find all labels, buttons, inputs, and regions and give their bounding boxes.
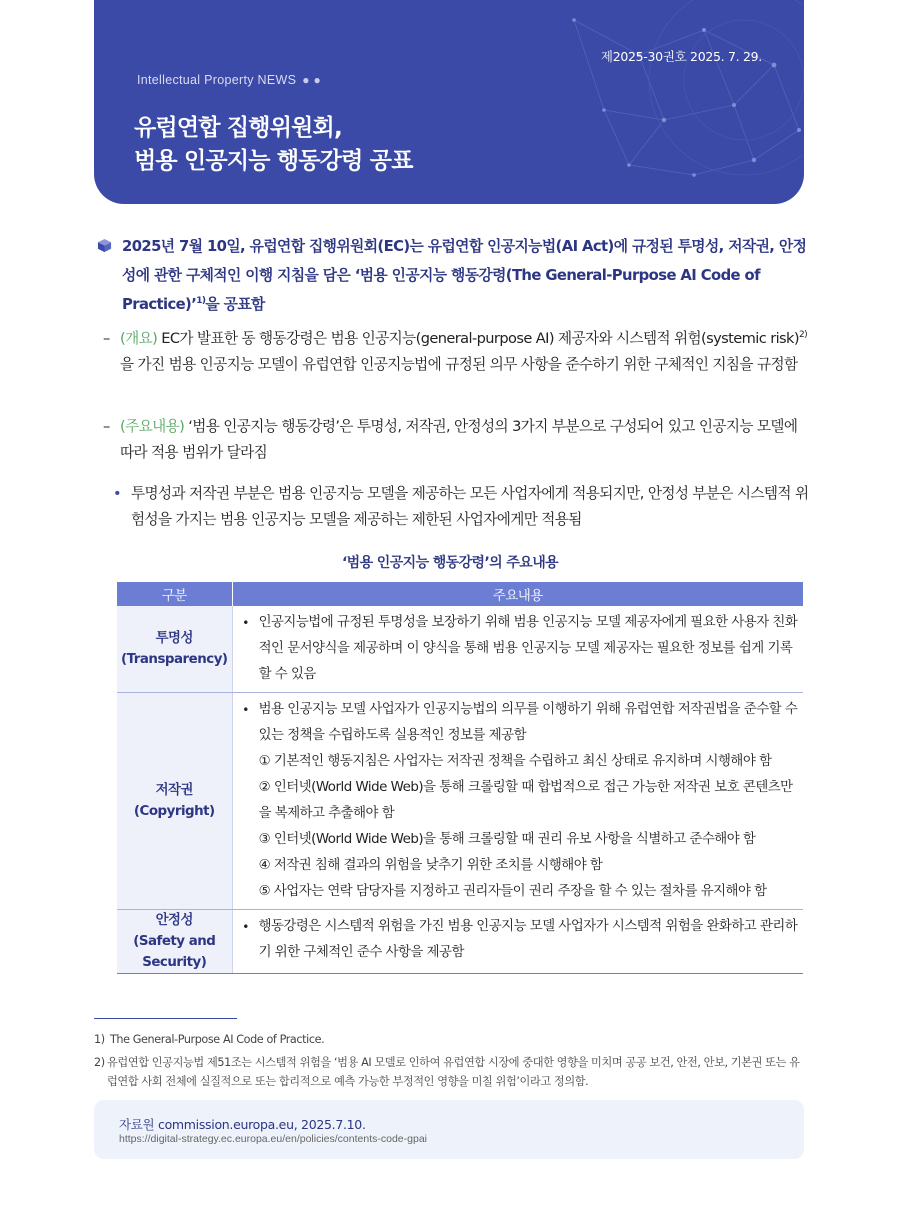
- page-title: [134, 112, 413, 178]
- overview-point: [103, 326, 809, 378]
- sub-item: ② 인터넷(World Wide Web)을 통해 크롤링할 때 합법적으로 접근 가능한 저작권 보호 콘텐츠만을 복제하고 추출해야 함: [258, 780, 793, 821]
- series-dots: ●●: [302, 73, 325, 87]
- dash-mark: –: [103, 330, 110, 347]
- header-banner: [94, 0, 804, 204]
- lead-text: 2025년 7월 10일, 유럽연합 집행위원회(EC)는 유럽연합 인공지능법(AI Act)에 규정된 투명성, 저작권, 안정성에 관한 구체적인 이행 지침을 담은 ‘범용 인공지능 행동강령(The General-Purpose AI Code of Practice)’: [122, 238, 807, 313]
- content-cell: [232, 910, 803, 974]
- sub-item: ③ 인터넷(World Wide Web)을 통해 크롤링할 때 권리 유보 사항을 식별하고 준수해야 함: [258, 832, 756, 847]
- footnote-text: 유럽연합 인공지능법 제51조는 시스템적 위험을 ‘범용 AI 모델로 인하여 유럽연합 시장에 중대한 영향을 미치며 공공 보건, 안전, 안보, 기본권 또는 유럽연합 사회 전체에 실질적으로 또는 합리적으로 예측 가능한 부정적인 영향을 미칠 위험’이라고 정의함.: [107, 1056, 800, 1088]
- table-header-row: [117, 582, 803, 606]
- scope-bullet: [113, 481, 809, 533]
- lead-tail: 을 공표함: [205, 296, 265, 313]
- table-row-safety: [117, 910, 803, 974]
- category-english: (Transparency): [121, 652, 228, 667]
- source-url-link[interactable]: https://digital-strategy.ec.europa.eu/en/policies/contents-code-gpai: [119, 1133, 427, 1145]
- overview-text-b: 을 가진 범용 인공지능 모델이 유럽연합 인공지능법에 규정된 의무 사항을 준수하기 위한 구체적인 지침을 규정함: [120, 356, 798, 373]
- overview-tag: (개요): [120, 330, 158, 347]
- category-name: 안정성: [155, 913, 193, 928]
- category-english: (Safety and: [133, 934, 216, 949]
- content-cell: [232, 606, 803, 693]
- footnote-ref-1[interactable]: 1): [196, 296, 206, 307]
- main-content-tag: (주요내용): [120, 418, 185, 435]
- footnote-1: [94, 1030, 806, 1049]
- bullet-mark: •: [113, 485, 122, 502]
- lead-summary: [97, 232, 809, 319]
- sub-item: ④ 저작권 침해 결과의 위험을 낮추기 위한 조치를 시행해야 함: [258, 858, 603, 873]
- bullet-mark: •: [242, 616, 249, 630]
- overview-text-a: EC가 발표한 동 행동강령은 범용 인공지능(general-purpose AI) 제공자와 시스템적 위험(systemic risk): [157, 330, 799, 347]
- footnote-number: 2): [94, 1056, 105, 1069]
- category-name: 저작권: [155, 783, 193, 798]
- content-cell: [232, 693, 803, 910]
- dash-mark: –: [103, 418, 110, 435]
- category-english-2: Security): [142, 955, 207, 970]
- content-text: 행동강령은 시스템적 위험을 가진 범용 인공지능 모델 사업자가 시스템적 위험을 완화하고 관리하기 위한 구체적인 준수 사항을 제공함: [258, 919, 798, 960]
- table-row-transparency: [117, 606, 803, 693]
- content-text: 인공지능법에 규정된 투명성을 보장하기 위해 범용 인공지능 모델 제공자에게 필요한 사용자 친화적인 문서양식을 제공하며 이 양식을 통해 범용 인공지능 모델 제공자는 필요한 정보를 쉽게 기록할 수 있음: [258, 615, 798, 682]
- bullet-mark: •: [242, 703, 249, 717]
- footnote-text: The General-Purpose AI Code of Practice.: [110, 1033, 325, 1046]
- header-content: 주요내용: [232, 582, 803, 606]
- category-english: (Copyright): [133, 804, 215, 819]
- network-pattern-graphic: [544, 0, 804, 204]
- scope-bullet-text: 투명성과 저작권 부분은 범용 인공지능 모델을 제공하는 모든 사업자에게 적용되지만, 안정성 부분은 시스템적 위험성을 가지는 범용 인공지능 모델을 제공하는 제한된 사업자에게만 적용됨: [131, 485, 809, 528]
- category-cell: [117, 606, 232, 693]
- cube-bullet-icon: [97, 238, 112, 253]
- newsletter-series: [137, 73, 325, 87]
- table-caption: ‘범용 인공지능 행동강령’의 주요내용: [341, 555, 559, 571]
- main-content-point: [103, 414, 809, 466]
- title-line-1: 유럽연합 집행위원회,: [134, 115, 342, 141]
- category-cell: [117, 693, 232, 910]
- issue-number-date: 제2025-30권호 2025. 7. 29.: [600, 49, 762, 64]
- code-of-practice-table: [117, 582, 803, 974]
- footnote-number: 1): [94, 1033, 105, 1046]
- bullet-mark: •: [242, 920, 249, 934]
- main-content-text: ‘범용 인공지능 행동강령’은 투명성, 저작권, 안정성의 3가지 부분으로 구성되어 있고 인공지능 모델에 따라 적용 범위가 달라짐: [120, 418, 798, 461]
- category-name: 투명성: [155, 631, 193, 646]
- series-name: Intellectual Property NEWS: [137, 73, 297, 87]
- footnote-ref-2[interactable]: 2): [799, 330, 808, 341]
- footnote-2: [94, 1053, 806, 1091]
- sub-item: ⑤ 사업자는 연락 담당자를 지정하고 권리자들이 권리 주장을 할 수 있는 절차를 유지해야 함: [258, 884, 767, 899]
- footnote-divider: [94, 1018, 237, 1019]
- source-box: [94, 1100, 804, 1159]
- source-label: 자료원 commission.europa.eu, 2025.7.10.: [119, 1117, 366, 1132]
- table-row-copyright: [117, 693, 803, 910]
- title-line-2: 범용 인공지능 행동강령 공표: [134, 148, 413, 174]
- header-category: 구분: [117, 582, 232, 606]
- sub-item: ① 기본적인 행동지침은 사업자는 저작권 정책을 수립하고 최신 상태로 유지하며 시행해야 함: [258, 754, 772, 769]
- content-text: 범용 인공지능 모델 사업자가 인공지능법의 의무를 이행하기 위해 유럽연합 저작권법을 준수할 수 있는 정책을 수립하도록 실용적인 정보를 제공함: [258, 702, 798, 743]
- category-cell: [117, 910, 232, 974]
